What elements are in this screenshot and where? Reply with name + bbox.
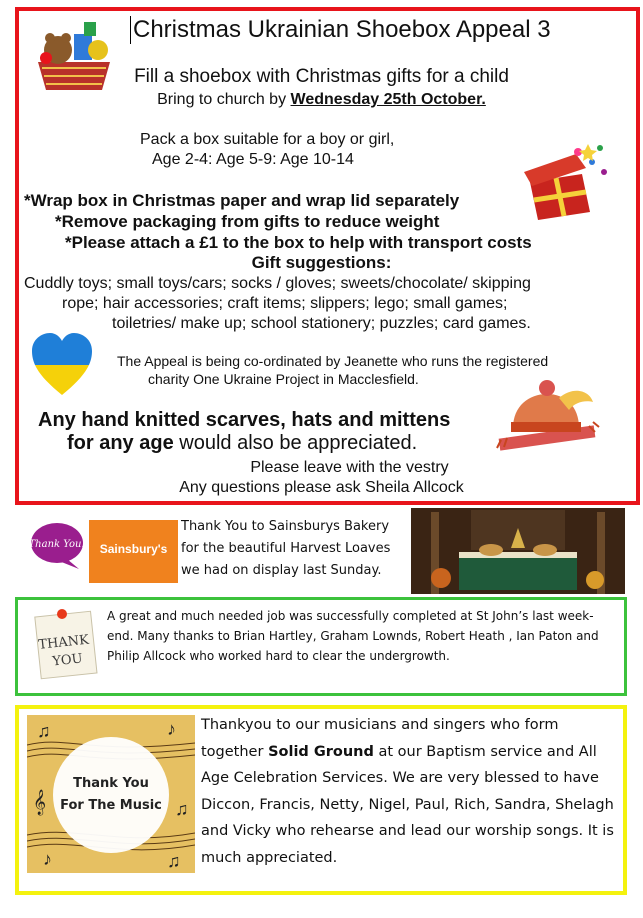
thank-you-note-icon: [30, 604, 104, 690]
music-notes-image: [27, 715, 195, 873]
note-text-2: YOU: [51, 651, 84, 670]
fill-shoebox-line: Fill a shoebox with Christmas gifts for a child: [134, 66, 509, 87]
knitted-items-line-1: Any hand knitted scarves, hats and mittens: [38, 409, 451, 431]
gift-suggestions-line-3: toiletries/ make up; school stationery; puzzles; card games.: [112, 315, 531, 332]
pack-line-1: Pack a box suitable for a boy or girl,: [140, 131, 395, 148]
questions-line: Any questions please ask Sheila Allcock: [179, 479, 464, 496]
knitted-hat-icon: [493, 376, 603, 452]
svg-text:♪: ♪: [167, 719, 176, 739]
gift-box-icon: [516, 138, 612, 222]
svg-text:♪: ♪: [43, 849, 52, 869]
gift-suggestions-line-1: Cuddly toys; small toys/cars; socks / gloves; sweets/chocolate/ skipping: [24, 275, 531, 292]
thank-you-bubble-icon: [29, 521, 85, 571]
pack-line-2: Age 2-4: Age 5-9: Age 10-14: [152, 151, 354, 168]
note-text-1: THANK: [37, 632, 90, 653]
remove-packaging-instruction: *Remove packaging from gifts to reduce weight: [55, 212, 440, 231]
knit-rest: would also be appreciated.: [173, 432, 418, 454]
church-altar-image: [411, 508, 625, 594]
st-johns-thanks-text: A great and much needed job was successfully completed at St John’s last week-end. Many thanks to Brian Hartley, Graham Lownds, Robert Heath , Ian Paton and Philip Allcock who worked hard to clear the undergrowth.: [107, 609, 599, 663]
gift-suggestions-line-2: rope; hair accessories; craft items; slippers; lego; small games;: [62, 295, 508, 312]
musicians-text-before: Thankyou to our musicians and singers who form together: [201, 717, 559, 760]
coordinator-line-1: The Appeal is being co-ordinated by Jeanette who runs the registered: [117, 353, 549, 369]
bring-to-church-line: [0, 91, 643, 109]
sainsburys-logo-text: Sainsbury's: [99, 542, 168, 556]
music-image-line-1: Thank You: [73, 776, 149, 791]
vestry-line: Please leave with the vestry: [250, 459, 449, 476]
wrap-instruction: *Wrap box in Christmas paper and wrap lid separately: [24, 191, 460, 210]
bring-prefix: Bring to church by: [157, 91, 291, 108]
coordinator-line-2: charity One Ukraine Project in Macclesfield.: [148, 371, 419, 387]
gift-suggestions-heading: Gift suggestions:: [251, 253, 392, 272]
music-image-line-2: For The Music: [60, 798, 162, 813]
svg-text:♫: ♫: [175, 799, 189, 819]
knitted-items-line-2: [67, 432, 417, 455]
sainsburys-thanks-text: [181, 516, 390, 582]
sainsburys-line-1: Thank You to Sainsburys Bakery: [181, 519, 390, 534]
knit-any-age: for any age: [67, 432, 174, 454]
sainsburys-line-3: we had on display last Sunday.: [181, 563, 382, 578]
musicians-text-after: at our Baptism service and All Age Celebration Services. We are very blessed to have Diccon, Francis, Netty, Nigel, Paul, Rich, Sandra, Shelagh and Vicky who rehearse and lead our worship songs. It is much appreciated.: [201, 743, 614, 866]
bring-date: Wednesday 25th October.: [290, 91, 486, 108]
bubble-text: Thank You!: [29, 539, 85, 550]
appeal-title: Christmas Ukrainian Shoebox Appeal 3: [130, 16, 551, 44]
svg-text:♫: ♫: [37, 721, 51, 741]
sainsburys-line-2: for the beautiful Harvest Loaves: [181, 541, 391, 556]
group-name: Solid Ground: [268, 743, 374, 760]
sainsburys-logo: [89, 520, 178, 583]
svg-text:♫: ♫: [167, 851, 181, 871]
attach-money-instruction: *Please attach a £1 to the box to help with transport costs: [65, 233, 532, 252]
ukraine-heart-icon: [30, 331, 94, 399]
svg-text:𝄞: 𝄞: [33, 789, 47, 814]
musicians-thanks-text: [201, 712, 621, 871]
